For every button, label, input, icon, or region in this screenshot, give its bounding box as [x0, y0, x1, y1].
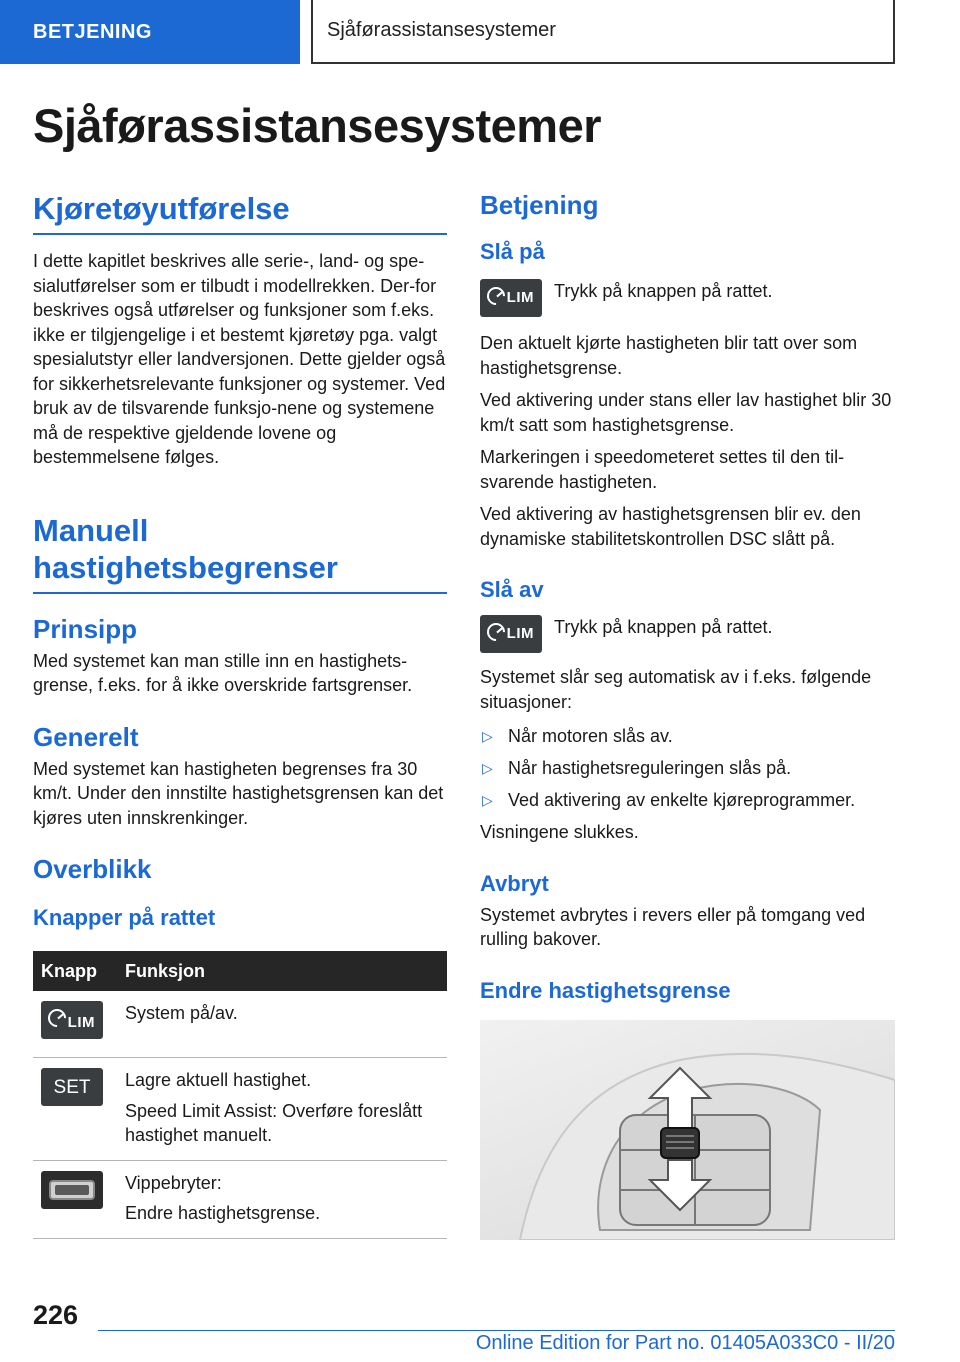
section-tab: BETJENING [0, 0, 300, 64]
table-row [33, 991, 447, 1058]
on-text-3: Markeringen i speedometeret settes til den til-svarende hastigheten. [480, 447, 845, 492]
edition-note: Online Edition for Part no. 01405A033C0 - II/20 [475, 1332, 895, 1354]
principle-heading: Prinsipp [33, 613, 138, 644]
on-text-2: Ved aktivering under stans eller lav hastighet blir 30 km/t satt som hastighetsgrense. [480, 390, 892, 435]
operation-heading: Betjening [480, 190, 599, 220]
function-text: Lagre aktuell hastighet. [125, 1070, 312, 1090]
lim-button-icon: LIM [41, 1001, 103, 1039]
limiter-heading [33, 512, 447, 594]
limiter-heading-line-1: Manuell [33, 512, 149, 548]
function-text: System på/av. [125, 1003, 238, 1023]
on-text-1: Den aktuelt kjørte hastigheten blir tatt over som hastighetsgrense. [480, 333, 858, 378]
set-button-icon: SET [41, 1068, 103, 1106]
lim-button-icon: LIM [480, 279, 542, 317]
general-heading: Generelt [33, 721, 139, 752]
triangle-bullet-icon: ▷ [482, 792, 493, 808]
general-text: Med systemet kan hastigheten begrenses fra 30 km/t. Under den innstilte hastighetsgrensen kan det kjøres uten innskrenkinger. [33, 758, 444, 828]
off-text-1: Systemet slår seg automatisk av i f.eks. følgende situasjoner: [480, 667, 872, 712]
chapter-tab: Sjåførassistansesystemer [311, 0, 895, 64]
on-press-row [480, 279, 895, 317]
change-heading: Endre hastighetsgrense [480, 977, 731, 1003]
buttons-table [33, 951, 447, 1239]
left-column [33, 190, 447, 1239]
lim-button-icon: LIM [480, 615, 542, 653]
overview-heading: Overblikk [33, 854, 152, 884]
vehicle-heading: Kjøretøyutførelse [33, 190, 447, 235]
footer-divider [98, 1330, 895, 1331]
list-item: ▷ Når motoren slås av. [482, 726, 673, 746]
page-number: 226 [33, 1300, 79, 1330]
col-header-button: Knapp [33, 951, 117, 991]
steering-wheel-buttons-image [480, 1020, 895, 1240]
on-press-text: Trykk på knappen på rattet. [554, 281, 773, 301]
right-column [480, 190, 895, 1240]
off-heading: Slå av [480, 577, 544, 602]
cancel-text: Systemet avbrytes i revers eller på tomgang ved rulling bakover. [480, 904, 866, 949]
principle-text: Med systemet kan man stille inn en hastighets-grense, f.eks. for å ikke overskride fartsgrenser. [33, 650, 413, 695]
function-text: Vippebryter: [125, 1172, 222, 1193]
table-row [33, 1058, 447, 1161]
page-title: Sjåførassistansesystemer [33, 99, 602, 152]
cancel-heading: Avbryt [480, 870, 549, 896]
buttons-heading: Knapper på rattet [33, 905, 216, 930]
off-bullet-list [480, 724, 895, 812]
function-text: Speed Limit Assist: Overføre foreslått hastighet manuelt. [125, 1100, 423, 1145]
list-item: ▷ Ved aktivering av enkelte kjøreprogrammer. [482, 790, 856, 810]
triangle-bullet-icon: ▷ [482, 728, 493, 744]
off-press-row [480, 615, 895, 653]
triangle-bullet-icon: ▷ [482, 760, 493, 776]
col-header-function: Funksjon [117, 951, 447, 991]
function-text: Endre hastighetsgrense. [125, 1203, 321, 1223]
rocker-switch-icon [41, 1171, 103, 1209]
list-item: ▷ Når hastighetsreguleringen slås på. [482, 758, 792, 778]
on-heading: Slå på [480, 239, 545, 264]
on-text-4: Ved aktivering av hastighetsgrensen blir ev. den dynamiske stabilitetskontrollen DSC slått på. [480, 504, 861, 549]
table-row [33, 1160, 447, 1238]
off-text-2: Visningene slukkes. [480, 822, 639, 842]
off-press-text: Trykk på knappen på rattet. [554, 617, 773, 637]
vehicle-text: I dette kapitlet beskrives alle serie-, land- og spe-sialutførelser som er tilbudt i modellrekken. Der-for beskrives også utførelser og funksjoner som f.eks. ikke er tilgjengelige i et bestemt kjøretøy pga. valgt spesialutstyr eller landversjonen. Dette gjelder også for sikkerhetsrelevante funksjoner og systemer. Ved bruk av de tilsvarende funksjo-nene og systemene må de respektive gjeldende lovene og bestemmelsene følges. [33, 251, 446, 467]
limiter-heading-line-2: hastighetsbegrenser [33, 549, 338, 585]
